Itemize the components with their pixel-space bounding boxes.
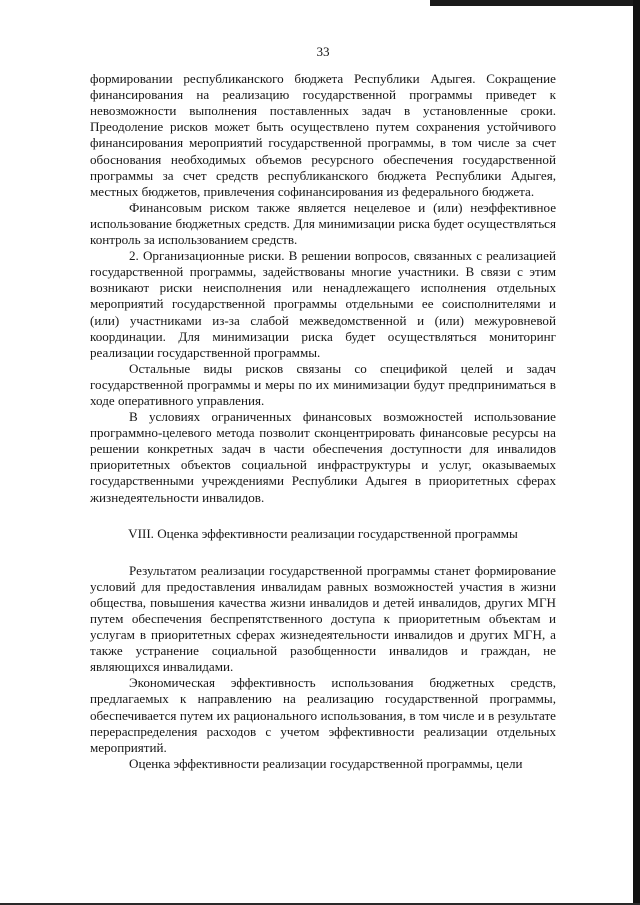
body-text-top (90, 71, 556, 506)
scan-edge-top (430, 0, 640, 6)
paragraph: формировании республиканского бюджета Республики Адыгея. Сокращение финансирования на реализацию государственной программы приведет к невозможности выполнения поставленных задач в установленные сроки. Преодоление рисков может быть осуществлено путем сохранения устойчивого финансирования мероприятий государственной программы, в том числе за счет обоснования необходимых объемов ресурсного обеспечения государственной программы за счет средств республиканского бюджета Республики Адыгея, местных бюджетов, привлечения софинансирования из федерального бюджета. (90, 71, 556, 199)
paragraph: 2. Организационные риски. В решении вопросов, связанных с реализацией государственной программы, задействованы многие участники. В связи с этим возникают риски неисполнения или ненадлежащего исполнения отдельных мероприятий государственной программы отдельными ее соисполнителями и (или) участниками из-за слабой межведомственной и (или) межуровневой координации. Для минимизации риска будет осуществляться мониторинг реализации государственной программы. (90, 248, 556, 360)
scan-edge-right (633, 0, 640, 905)
paragraph: Оценка эффективности реализации государственной программы, цели (129, 755, 523, 771)
paragraph: Финансовым риском также является нецелевое и (или) неэффективное использование бюджетных средств. Для минимизации риска будет осуществляться контроль за использованием средств. (90, 199, 556, 248)
paragraph: В условиях ограниченных финансовых возможностей использование программно-целевого метода позволит сконцентрировать финансовые ресурсы на решении конкретных задач в части обеспечения доступности для инвалидов приоритетных объектов социальной инфраструктуры и услуг, оказываемых государственными учреждениями Республики Адыгея в приоритетных сферах жизнедеятельности инвалидов. (90, 409, 556, 505)
body-text-bottom (90, 563, 556, 772)
paragraph: Экономическая эффективность использования бюджетных средств, предлагаемых к направлению на реализацию государственной программы, обеспечивается путем их рационального использования, в том числе и в результате перераспределения расходов с учетом эффективности реализации отдельных мероприятий. (90, 675, 556, 755)
paragraph: Остальные виды рисков связаны со спецификой целей и задач государственной программы и меры по их минимизации будут предприниматься в ходе оперативного управления. (90, 360, 556, 408)
section-heading: VIII. Оценка эффективности реализации государственной программы (128, 525, 518, 541)
page-number: 33 (316, 44, 330, 59)
paragraph: Результатом реализации государственной программы станет формирование условий для предоставления инвалидам равных возможностей участия в жизни общества, повышения качества жизни инвалидов и детей инвалидов, других МГН путем обеспечения беспрепятственного доступа к приоритетным объектам и услугам в приоритетных сферах жизнедеятельности инвалидов и других МГН, а также устранение социальной разобщенности инвалидов и граждан, не являющихся инвалидами. (90, 562, 556, 675)
document-page (90, 44, 556, 772)
